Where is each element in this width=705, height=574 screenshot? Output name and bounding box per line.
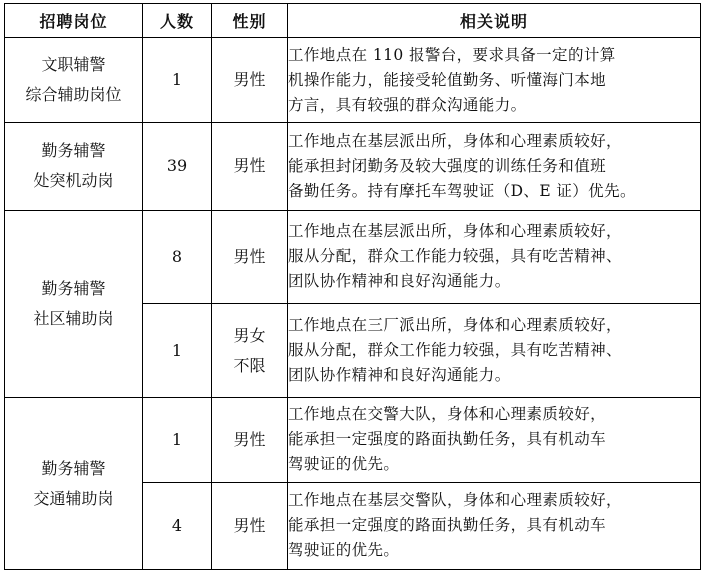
position-line: 综合辅助岗位 bbox=[25, 85, 122, 105]
count-cell: 4 bbox=[143, 482, 212, 569]
header-description: 相关说明 bbox=[288, 4, 701, 38]
table-row bbox=[5, 123, 701, 210]
description-cell bbox=[288, 482, 701, 569]
description-line: 服从分配，群众工作能力较强，具有吃苦精神、 bbox=[288, 247, 622, 266]
description-line: 工作地点在基层派出所，身体和心理素质较好， bbox=[288, 222, 622, 241]
description-line: 能承担封闭勤务及较大强度的训练任务和值班 bbox=[288, 156, 607, 175]
gender-line: 男女 bbox=[233, 325, 266, 345]
position-line: 勤务辅警 bbox=[41, 278, 106, 298]
gender-line: 男性 bbox=[233, 70, 266, 90]
header-position: 招聘岗位 bbox=[5, 4, 143, 38]
count-cell: 1 bbox=[143, 38, 212, 123]
description-cell bbox=[288, 303, 701, 397]
description-line: 工作地点在交警大队，身体和心理素质较好， bbox=[288, 405, 607, 424]
gender-cell bbox=[212, 38, 288, 123]
position-line: 交通辅助岗 bbox=[33, 488, 114, 508]
gender-cell bbox=[212, 398, 288, 482]
gender-cell bbox=[212, 123, 288, 210]
description-cell bbox=[288, 398, 701, 482]
description-cell bbox=[288, 123, 701, 210]
description-line: 团队协作精神和良好沟通能力。 bbox=[288, 272, 511, 291]
description-line: 服从分配，群众工作能力较强，具有吃苦精神、 bbox=[288, 341, 622, 360]
position-line: 文职辅警 bbox=[41, 55, 106, 75]
description-cell bbox=[288, 210, 701, 303]
description-line: 工作地点在基层派出所，身体和心理素质较好， bbox=[288, 131, 622, 150]
gender-cell bbox=[212, 482, 288, 569]
position-line: 勤务辅警 bbox=[41, 458, 106, 478]
gender-cell bbox=[212, 303, 288, 397]
description-line: 机操作能力，能接受轮值勤务、听懂海门本地 bbox=[288, 70, 607, 89]
position-line: 处突机动岗 bbox=[33, 171, 114, 191]
table-row bbox=[5, 38, 701, 123]
description-line: 能承担一定强度的路面执勤任务，具有机动车 bbox=[288, 516, 607, 535]
gender-cell bbox=[212, 210, 288, 303]
header-count: 人数 bbox=[143, 4, 212, 38]
gender-line: 男性 bbox=[233, 515, 266, 535]
position-cell bbox=[5, 123, 143, 210]
count-cell: 1 bbox=[143, 303, 212, 397]
table-row bbox=[5, 398, 701, 482]
description-line: 驾驶证的优先。 bbox=[288, 455, 400, 474]
description-line: 方言，具有较强的群众沟通能力。 bbox=[288, 95, 527, 114]
description-line: 工作地点在基层交警队，身体和心理素质较好， bbox=[288, 491, 622, 510]
gender-line: 男性 bbox=[233, 246, 266, 266]
description-cell bbox=[288, 38, 701, 123]
position-line: 勤务辅警 bbox=[41, 141, 106, 161]
table-header-row bbox=[5, 4, 701, 38]
gender-line: 男性 bbox=[233, 156, 266, 176]
description-line: 备勤任务。持有摩托车驾驶证（D、E 证）优先。 bbox=[288, 181, 636, 200]
position-cell bbox=[5, 398, 143, 570]
recruitment-table bbox=[4, 3, 701, 570]
gender-line: 不限 bbox=[233, 355, 266, 375]
gender-line: 男性 bbox=[233, 429, 266, 449]
count-cell: 39 bbox=[143, 123, 212, 210]
count-cell: 1 bbox=[143, 398, 212, 482]
description-line: 能承担一定强度的路面执勤任务，具有机动车 bbox=[288, 430, 607, 449]
count-cell: 8 bbox=[143, 210, 212, 303]
header-gender: 性别 bbox=[212, 4, 288, 38]
description-line: 工作地点在三厂派出所，身体和心理素质较好， bbox=[288, 316, 622, 335]
description-line: 团队协作精神和良好沟通能力。 bbox=[288, 366, 511, 385]
table-row bbox=[5, 210, 701, 303]
description-line: 工作地点在 110 报警台，要求具备一定的计算 bbox=[288, 45, 616, 64]
position-cell bbox=[5, 210, 143, 398]
position-cell bbox=[5, 38, 143, 123]
position-line: 社区辅助岗 bbox=[33, 308, 114, 328]
description-line: 驾驶证的优先。 bbox=[288, 541, 400, 560]
